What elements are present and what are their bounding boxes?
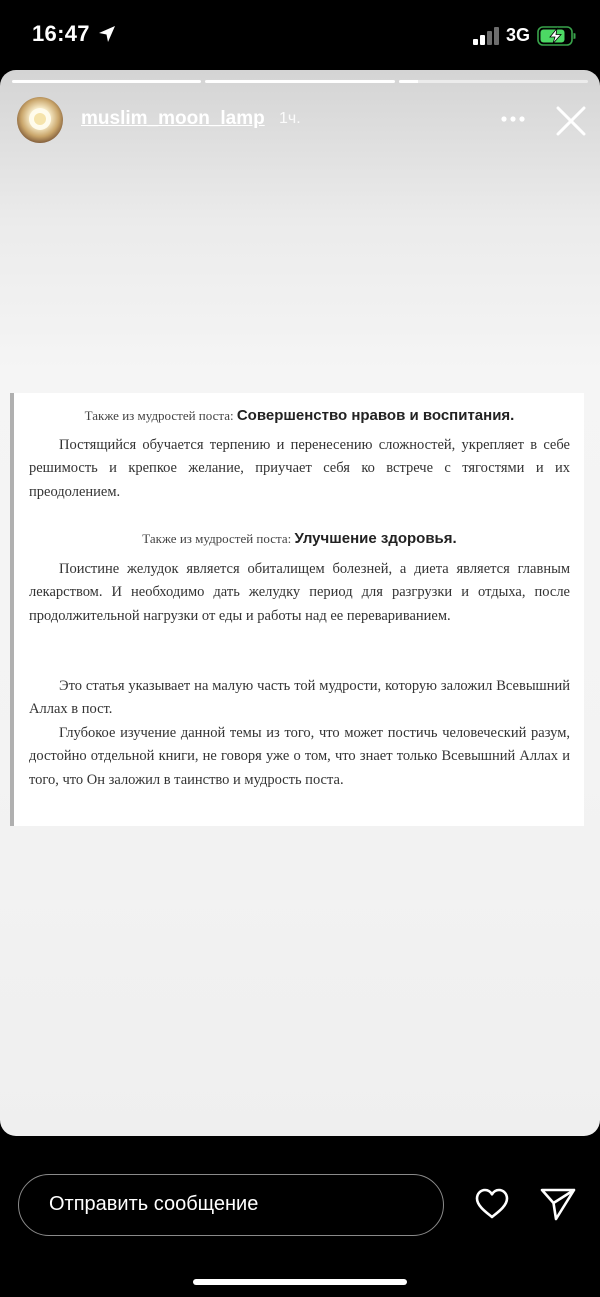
send-icon[interactable] — [539, 1186, 577, 1222]
heart-icon[interactable] — [474, 1186, 510, 1222]
paragraph: Постящийся обучается терпению и перенесению сложностей, укрепляет в себе решимость и крепкое желание, приучает себя ко встрече с тягостями и их преодолением. — [29, 437, 570, 500]
status-time: 16:47 — [32, 21, 90, 46]
document-image — [10, 393, 584, 826]
document-margin-line — [10, 393, 14, 826]
battery-charging-icon — [537, 25, 577, 47]
paragraph: Глубокое изучение данной темы из того, что может постичь человеческий разум, достойно отдельной книги, не говоря уже о том, что знает только Всевышний Аллах и того, что Он заложил в таинство и мудрость поста. — [29, 725, 570, 788]
paragraph: Поистине желудок является обиталищем болезней, а диета является главным лекарством. И необходимо дать желудку период для разгрузки и отдыха, после продолжительной нагрузки от еды и работы над ее перевариванием. — [29, 561, 570, 624]
close-icon[interactable] — [552, 102, 590, 140]
progress-segment — [399, 80, 588, 83]
status-bar — [0, 0, 600, 70]
story-progress — [12, 80, 588, 83]
time-ago: 1ч. — [279, 110, 301, 127]
username-link[interactable]: muslim_moon_lamp — [81, 108, 265, 129]
heading-title: Совершенство нравов и воспитания. — [236, 407, 515, 424]
section-heading — [29, 407, 570, 425]
signal-icon — [473, 27, 501, 45]
paragraph: Это статья указывает на малую часть той мудрости, которую заложил Всевышний Аллах в пост. — [29, 678, 570, 718]
heading-prefix: Также из мудростей поста: — [142, 531, 295, 546]
progress-segment — [205, 80, 394, 83]
heading-title: Улучшение здоровья. — [294, 530, 457, 547]
story-card[interactable] — [0, 70, 600, 1136]
network-label: 3G — [506, 25, 531, 45]
message-input[interactable]: Отправить сообщение — [18, 1174, 444, 1236]
avatar[interactable] — [17, 97, 63, 143]
heading-prefix: Также из мудростей поста: — [84, 408, 237, 423]
more-icon[interactable] — [495, 104, 531, 134]
home-indicator — [193, 1279, 407, 1285]
section-heading — [29, 530, 570, 548]
location-arrow-icon — [98, 25, 116, 43]
progress-segment — [12, 80, 201, 83]
moon-lamp-icon — [17, 97, 63, 143]
